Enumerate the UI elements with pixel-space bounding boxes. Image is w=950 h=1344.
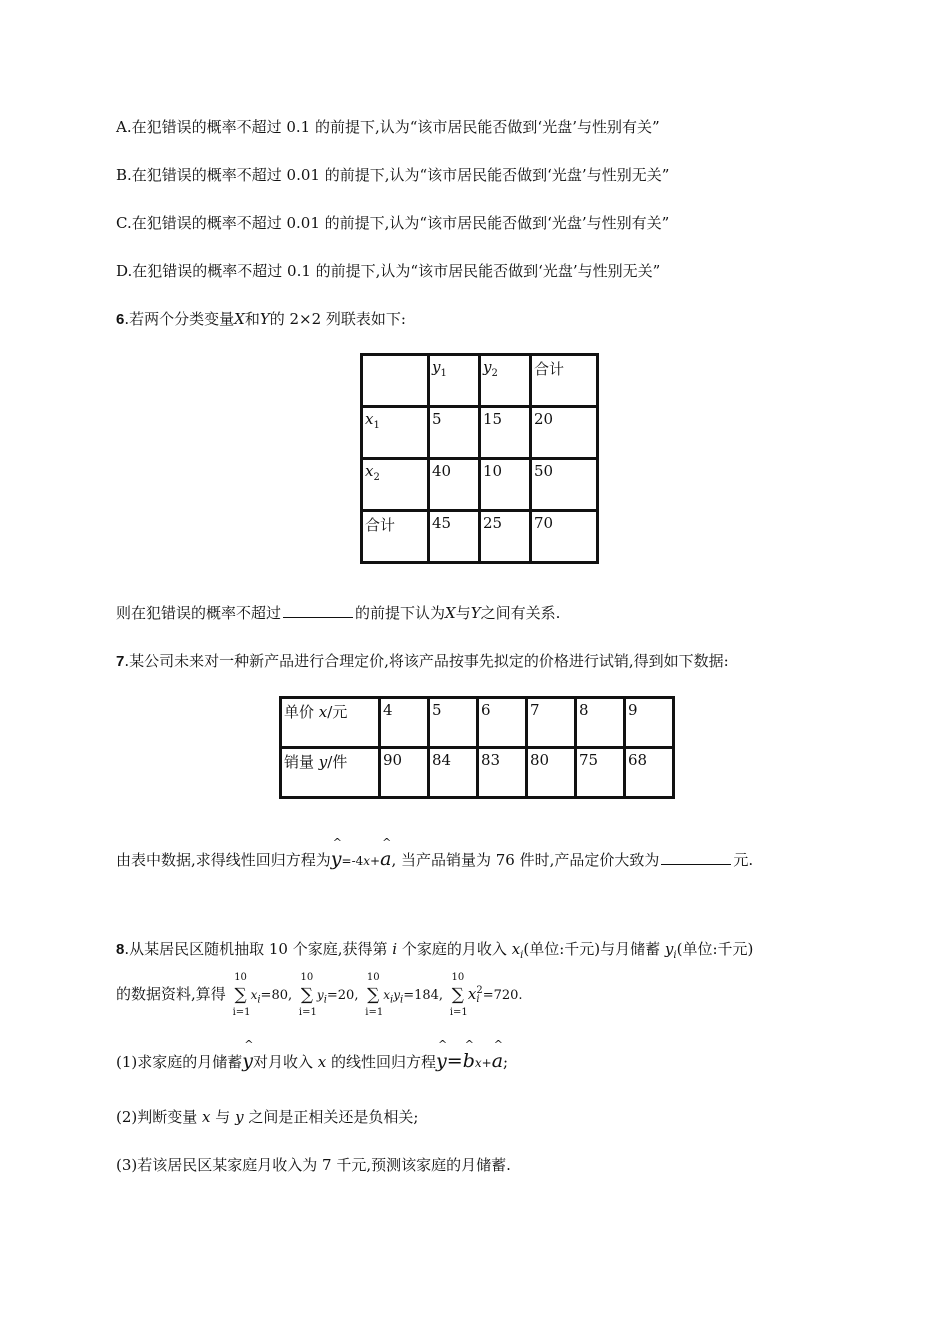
q6-stem-a: .若两个分类变量 xyxy=(124,310,235,328)
q8-p1-b: 对月收入 xyxy=(252,1053,313,1071)
q6-table-cell: 40 xyxy=(429,459,480,511)
q6-after-b: 的前提下认为 xyxy=(355,604,446,622)
q6-var-y: Y xyxy=(259,310,270,328)
q8-p2-b: 与 xyxy=(215,1108,231,1126)
q8-p1-b-hat: ^ b xyxy=(463,1050,475,1072)
q8-sum2: =20, xyxy=(326,988,359,1003)
q7-stem-text: .某公司未来对一种新产品进行合理定价,将该产品按事先拟定的价格进行试销,得到如下数据: xyxy=(124,652,729,670)
sum-symbol: 10 ∑ i=1 xyxy=(298,972,317,1018)
q8-p1-eq-y-hat: ^ y xyxy=(436,1050,447,1072)
q7-price-cell: 5 xyxy=(429,698,478,748)
q7-after-a: 由表中数据,求得线性回归方程为 xyxy=(116,851,331,869)
q7-eq-a-hat: ^ a xyxy=(380,848,391,870)
q8-stem1-d: (单位:千元) xyxy=(676,940,754,958)
q8-number: 8 xyxy=(116,941,125,958)
q8-p1-x2: x xyxy=(474,1056,482,1070)
q6-table-cell: 20 xyxy=(531,407,598,459)
q6-contingency-table xyxy=(360,353,599,564)
q6-and: 和 xyxy=(244,310,260,328)
sum-symbol: 10 ∑ i=1 xyxy=(232,972,251,1018)
q7-row-label-price: 单价 x/元 xyxy=(281,698,380,748)
q6-table-cell: 70 xyxy=(531,511,598,563)
q8-p1-eq: = xyxy=(446,1050,463,1072)
sum-symbol: 10 ∑ i=1 xyxy=(449,972,468,1018)
q7-follow-up xyxy=(116,848,753,870)
q8-p2-x: x xyxy=(202,1108,211,1126)
q7-after-c: 元. xyxy=(733,851,754,869)
q8-p2-c: 之间是正相关还是负相关; xyxy=(248,1108,419,1126)
q8-p1-x: x xyxy=(317,1053,327,1071)
q6-follow-up xyxy=(116,602,560,623)
q6-stem xyxy=(116,308,406,329)
q7-price-cell: 9 xyxy=(625,698,674,748)
q6-table-cell: 15 xyxy=(480,407,531,459)
q8-p1-a: (1)求家庭的月储蓄 xyxy=(116,1053,243,1071)
q6-table-header: 合计 xyxy=(531,355,598,407)
q7-row-label-sales: 销量 y/件 xyxy=(281,748,380,798)
q8-sum3: =184, xyxy=(403,988,444,1003)
q8-i: i xyxy=(392,940,398,958)
q6-table-cell: 5 xyxy=(429,407,480,459)
q7-number: 7 xyxy=(116,653,125,670)
q7-sales-cell: 68 xyxy=(625,748,674,798)
option-c: C.在犯错误的概率不超过 0.01 的前提下,认为“该市居民能否做到‘光盘’与性别有关” xyxy=(116,214,670,232)
q6-table-cell: 25 xyxy=(480,511,531,563)
q7-sales-cell: 90 xyxy=(380,748,429,798)
q6-var-x: X xyxy=(234,310,245,328)
q8-yi: y xyxy=(664,940,674,958)
q8-part-2 xyxy=(116,1106,418,1127)
q7-sales-cell: 84 xyxy=(429,748,478,798)
q8-stem-line-1: 8.从某居民区随机抽取 10 个家庭,获得第 i 个家庭的月收入 $x_i$(单位:千元)与月储蓄 $y_i$(单位:千元) xyxy=(116,940,754,961)
q7-data-table xyxy=(279,696,675,799)
q7-sales-cell: 75 xyxy=(576,748,625,798)
q8-p2-a: (2)判断变量 xyxy=(116,1108,198,1126)
q8-stem-line-2: 的数据资料,算得 10 ∑ i=1 $x_i=80$, 10 ∑ i=1 $y_i=20$, 10 ∑ i=1 $x_iy_i=184$, 10 ∑ i=1 x 2 i =720. xyxy=(116,972,523,1018)
q8-p1-plus: + xyxy=(481,1056,492,1070)
option-a: A.在犯错误的概率不超过 0.1 的前提下,认为“该市居民能否做到‘光盘’与性别有关” xyxy=(116,118,660,136)
q8-p1-c: 的线性回归方程 xyxy=(331,1053,437,1071)
q7-sales-cell: 80 xyxy=(527,748,576,798)
q6-after-x: X xyxy=(445,604,456,622)
q8-part-3: (3)若该居民区某家庭月收入为 7 千元,预测该家庭的月储蓄. xyxy=(116,1156,511,1174)
q6-table-row-label: $x_1$ xyxy=(362,407,429,459)
q7-after-b: , 当产品销量为 76 件时,产品定价大致为 xyxy=(391,851,660,869)
q6-table-header: $y_1$ xyxy=(429,355,480,407)
q7-price-cell: 8 xyxy=(576,698,625,748)
q8-stem1-b: 个家庭的月收入 xyxy=(401,940,507,958)
q6-number: 6 xyxy=(116,311,125,328)
q6-after-with: 与 xyxy=(455,604,471,622)
q8-p1-end: ; xyxy=(503,1053,509,1071)
q6-answer-blank[interactable] xyxy=(283,603,353,618)
q6-table-corner xyxy=(362,355,429,407)
q6-stem-b: 的 2×2 列联表如下: xyxy=(269,310,406,328)
sum-symbol: 10 ∑ i=1 xyxy=(365,972,384,1018)
q8-stem2-a: 的数据资料,算得 xyxy=(116,985,226,1003)
q7-eq-mid: =-4 xyxy=(341,854,364,868)
q6-after-a: 则在犯错误的概率不超过 xyxy=(116,604,282,622)
q7-price-cell: 7 xyxy=(527,698,576,748)
q8-stem1-a: .从某居民区随机抽取 10 个家庭,获得第 xyxy=(124,940,388,958)
q8-sum4: =720. xyxy=(482,988,523,1003)
q8-sum1: =80, xyxy=(260,988,293,1003)
q7-stem xyxy=(116,650,729,671)
q8-p2-y: y xyxy=(235,1108,244,1126)
q6-after-y: Y xyxy=(470,604,481,622)
q6-after-c: 之间有关系. xyxy=(480,604,561,622)
q8-part-1 xyxy=(116,1050,508,1072)
q6-table-cell: 45 xyxy=(429,511,480,563)
q7-eq-x: x xyxy=(363,854,371,868)
q8-p1-a-hat: ^ a xyxy=(492,1050,503,1072)
q7-eq-y-hat: ^ y xyxy=(331,848,342,870)
q8-stem1-c: (单位:千元)与月储蓄 xyxy=(523,940,661,958)
q6-table-row-label: $x_2$ xyxy=(362,459,429,511)
q7-price-cell: 6 xyxy=(478,698,527,748)
q6-table-row-label: 合计 xyxy=(362,511,429,563)
q8-p1-y-hat: ^ y xyxy=(242,1050,253,1072)
q7-price-cell: 4 xyxy=(380,698,429,748)
q6-table-cell: 50 xyxy=(531,459,598,511)
q7-answer-blank[interactable] xyxy=(661,850,731,865)
q7-sales-cell: 83 xyxy=(478,748,527,798)
q7-eq-plus: + xyxy=(370,854,381,868)
option-b: B.在犯错误的概率不超过 0.01 的前提下,认为“该市居民能否做到‘光盘’与性别无关” xyxy=(116,166,670,184)
q6-table-header: $y_2$ xyxy=(480,355,531,407)
option-d: D.在犯错误的概率不超过 0.1 的前提下,认为“该市居民能否做到‘光盘’与性别无关” xyxy=(116,262,661,280)
q6-table-cell: 10 xyxy=(480,459,531,511)
q8-xi: x xyxy=(511,940,521,958)
